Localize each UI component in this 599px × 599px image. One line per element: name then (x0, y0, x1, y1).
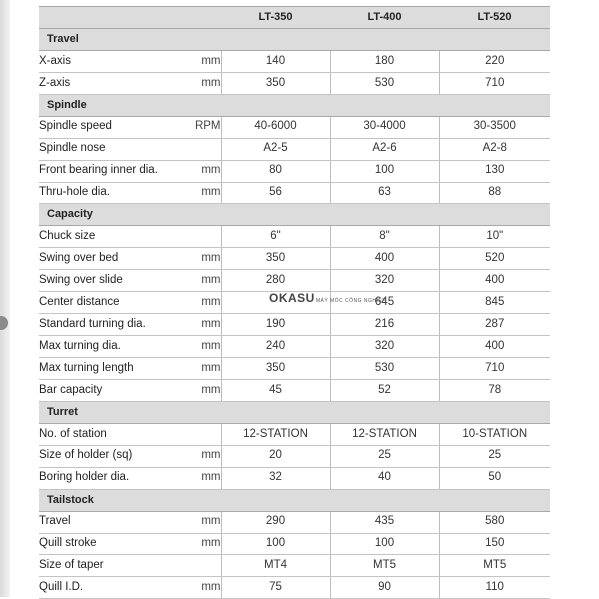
row-label: Travel (39, 511, 172, 533)
row-value-lt-400: 435 (330, 511, 439, 533)
row-unit: mm (172, 160, 221, 182)
row-value-lt-350: A2-5 (221, 138, 330, 160)
row-label: Boring holder dia. (39, 467, 172, 489)
row-value-lt-520: 710 (439, 72, 550, 94)
row-value-lt-400: 645 (330, 292, 439, 314)
row-label: Quill stroke (39, 533, 172, 555)
row-value-lt-520: 287 (439, 314, 550, 336)
row-value-lt-350: 280 (221, 270, 330, 292)
row-unit (172, 138, 221, 160)
row-value-lt-520: 150 (439, 533, 550, 555)
table-row (39, 577, 550, 599)
row-unit: mm (172, 292, 221, 314)
row-value-lt-350: 350 (221, 248, 330, 270)
row-value-lt-400: 320 (330, 270, 439, 292)
row-value-lt-400: 100 (330, 533, 439, 555)
row-label: Max turning dia. (39, 336, 172, 358)
row-value-lt-350: 56 (221, 182, 330, 204)
row-value-lt-350: 75 (221, 577, 330, 599)
section-title: Capacity (39, 204, 550, 226)
table-row (39, 270, 550, 292)
table-row (39, 555, 550, 577)
row-value-lt-350: 20 (221, 445, 330, 467)
table-row (39, 116, 550, 138)
row-value-lt-350: 350 (221, 72, 330, 94)
okasu-watermark (269, 291, 386, 305)
table-row (39, 182, 550, 204)
row-value-lt-520: 520 (439, 248, 550, 270)
row-value-lt-400: 320 (330, 336, 439, 358)
section-title: Spindle (39, 94, 550, 116)
row-value-lt-400: 180 (330, 50, 439, 72)
header-unit-cell (172, 7, 221, 29)
watermark-brand: OKASU (269, 291, 315, 305)
row-value-lt-520: 78 (439, 379, 550, 401)
section-header-row (39, 94, 550, 116)
row-value-lt-350: 45 (221, 379, 330, 401)
row-value-lt-400: 25 (330, 445, 439, 467)
row-value-lt-400: 63 (330, 182, 439, 204)
model-header-lt-350: LT-350 (221, 7, 330, 29)
row-label: Standard turning dia. (39, 314, 172, 336)
row-value-lt-350: MT4 (221, 555, 330, 577)
row-unit: mm (172, 577, 221, 599)
row-value-lt-520: 10" (439, 226, 550, 248)
section-title: Travel (39, 28, 550, 50)
row-unit: mm (172, 336, 221, 358)
row-value-lt-520: 10-STATION (439, 423, 550, 445)
row-value-lt-350: 140 (221, 50, 330, 72)
row-unit: mm (172, 182, 221, 204)
row-value-lt-400: 30-4000 (330, 116, 439, 138)
row-value-lt-400: 100 (330, 160, 439, 182)
watermark-tagline: MÁY MÓC CÔNG NGHIỆP (315, 298, 387, 304)
row-value-lt-520: 845 (439, 292, 550, 314)
table-row (39, 423, 550, 445)
row-value-lt-520: 88 (439, 182, 550, 204)
row-value-lt-350: 350 (221, 358, 330, 380)
row-value-lt-400: 400 (330, 248, 439, 270)
table-row (39, 248, 550, 270)
row-label: Front bearing inner dia. (39, 160, 172, 182)
table-row (39, 160, 550, 182)
row-value-lt-520: A2-8 (439, 138, 550, 160)
row-value-lt-400: 90 (330, 577, 439, 599)
row-unit (172, 555, 221, 577)
header-row (39, 7, 550, 29)
row-unit: mm (172, 314, 221, 336)
row-value-lt-520: 220 (439, 50, 550, 72)
row-value-lt-400: 12-STATION (330, 423, 439, 445)
row-label: Swing over bed (39, 248, 172, 270)
row-value-lt-520: 130 (439, 160, 550, 182)
row-label: Z-axis (39, 72, 172, 94)
row-label: Size of taper (39, 555, 172, 577)
row-unit: mm (172, 511, 221, 533)
row-label: Thru-hole dia. (39, 182, 172, 204)
row-unit: mm (172, 50, 221, 72)
model-header-lt-400: LT-400 (330, 7, 439, 29)
row-value-lt-350: 32 (221, 467, 330, 489)
row-label: Swing over slide (39, 270, 172, 292)
table-row (39, 226, 550, 248)
row-value-lt-350: 240 (221, 336, 330, 358)
row-unit: mm (172, 467, 221, 489)
section-title: Tailstock (39, 489, 550, 511)
row-unit (172, 226, 221, 248)
row-label: Bar capacity (39, 379, 172, 401)
row-value-lt-520: 400 (439, 270, 550, 292)
row-value-lt-350: 80 (221, 160, 330, 182)
row-label: Size of holder (sq) (39, 445, 172, 467)
row-value-lt-400: 530 (330, 358, 439, 380)
row-label: No. of station (39, 423, 172, 445)
row-label: X-axis (39, 50, 172, 72)
row-label: Max turning length (39, 358, 172, 380)
row-unit: mm (172, 248, 221, 270)
row-value-lt-520: 580 (439, 511, 550, 533)
row-unit: mm (172, 445, 221, 467)
row-value-lt-520: 30-3500 (439, 116, 550, 138)
table-row (39, 138, 550, 160)
row-value-lt-400: MT5 (330, 555, 439, 577)
row-value-lt-400: 8" (330, 226, 439, 248)
row-unit: mm (172, 379, 221, 401)
table-row (39, 50, 550, 72)
row-value-lt-350: 100 (221, 533, 330, 555)
row-label: Spindle speed (39, 116, 172, 138)
row-value-lt-350: 40-6000 (221, 116, 330, 138)
row-unit: mm (172, 72, 221, 94)
section-header-row (39, 401, 550, 423)
row-value-lt-400: 216 (330, 314, 439, 336)
row-value-lt-520: 25 (439, 445, 550, 467)
table-row (39, 533, 550, 555)
row-value-lt-520: 110 (439, 577, 550, 599)
row-unit: mm (172, 533, 221, 555)
table-row (39, 467, 550, 489)
row-value-lt-520: 710 (439, 358, 550, 380)
row-value-lt-400: 52 (330, 379, 439, 401)
row-value-lt-400: A2-6 (330, 138, 439, 160)
section-header-row (39, 28, 550, 50)
row-label: Center distance (39, 292, 172, 314)
row-value-lt-350: 6" (221, 226, 330, 248)
page-edge-strip (0, 0, 10, 597)
table-row (39, 314, 550, 336)
row-label: Quill I.D. (39, 577, 172, 599)
section-header-row (39, 204, 550, 226)
row-value-lt-400: 40 (330, 467, 439, 489)
table-row (39, 358, 550, 380)
table-row (39, 336, 550, 358)
row-value-lt-520: 400 (439, 336, 550, 358)
row-value-lt-520: MT5 (439, 555, 550, 577)
table-row (39, 379, 550, 401)
section-header-row (39, 489, 550, 511)
table-row (39, 445, 550, 467)
table-row (39, 72, 550, 94)
row-unit: mm (172, 270, 221, 292)
row-value-lt-350: 290 (221, 511, 330, 533)
header-blank-cell (39, 7, 172, 29)
model-header-lt-520: LT-520 (439, 7, 550, 29)
table-row (39, 511, 550, 533)
section-title: Turret (39, 401, 550, 423)
row-unit (172, 423, 221, 445)
row-unit: RPM (172, 116, 221, 138)
row-label: Chuck size (39, 226, 172, 248)
row-unit: mm (172, 358, 221, 380)
row-value-lt-350: 190 (221, 314, 330, 336)
row-value-lt-350: 12-STATION (221, 423, 330, 445)
row-value-lt-400: 530 (330, 72, 439, 94)
row-value-lt-520: 50 (439, 467, 550, 489)
row-label: Spindle nose (39, 138, 172, 160)
